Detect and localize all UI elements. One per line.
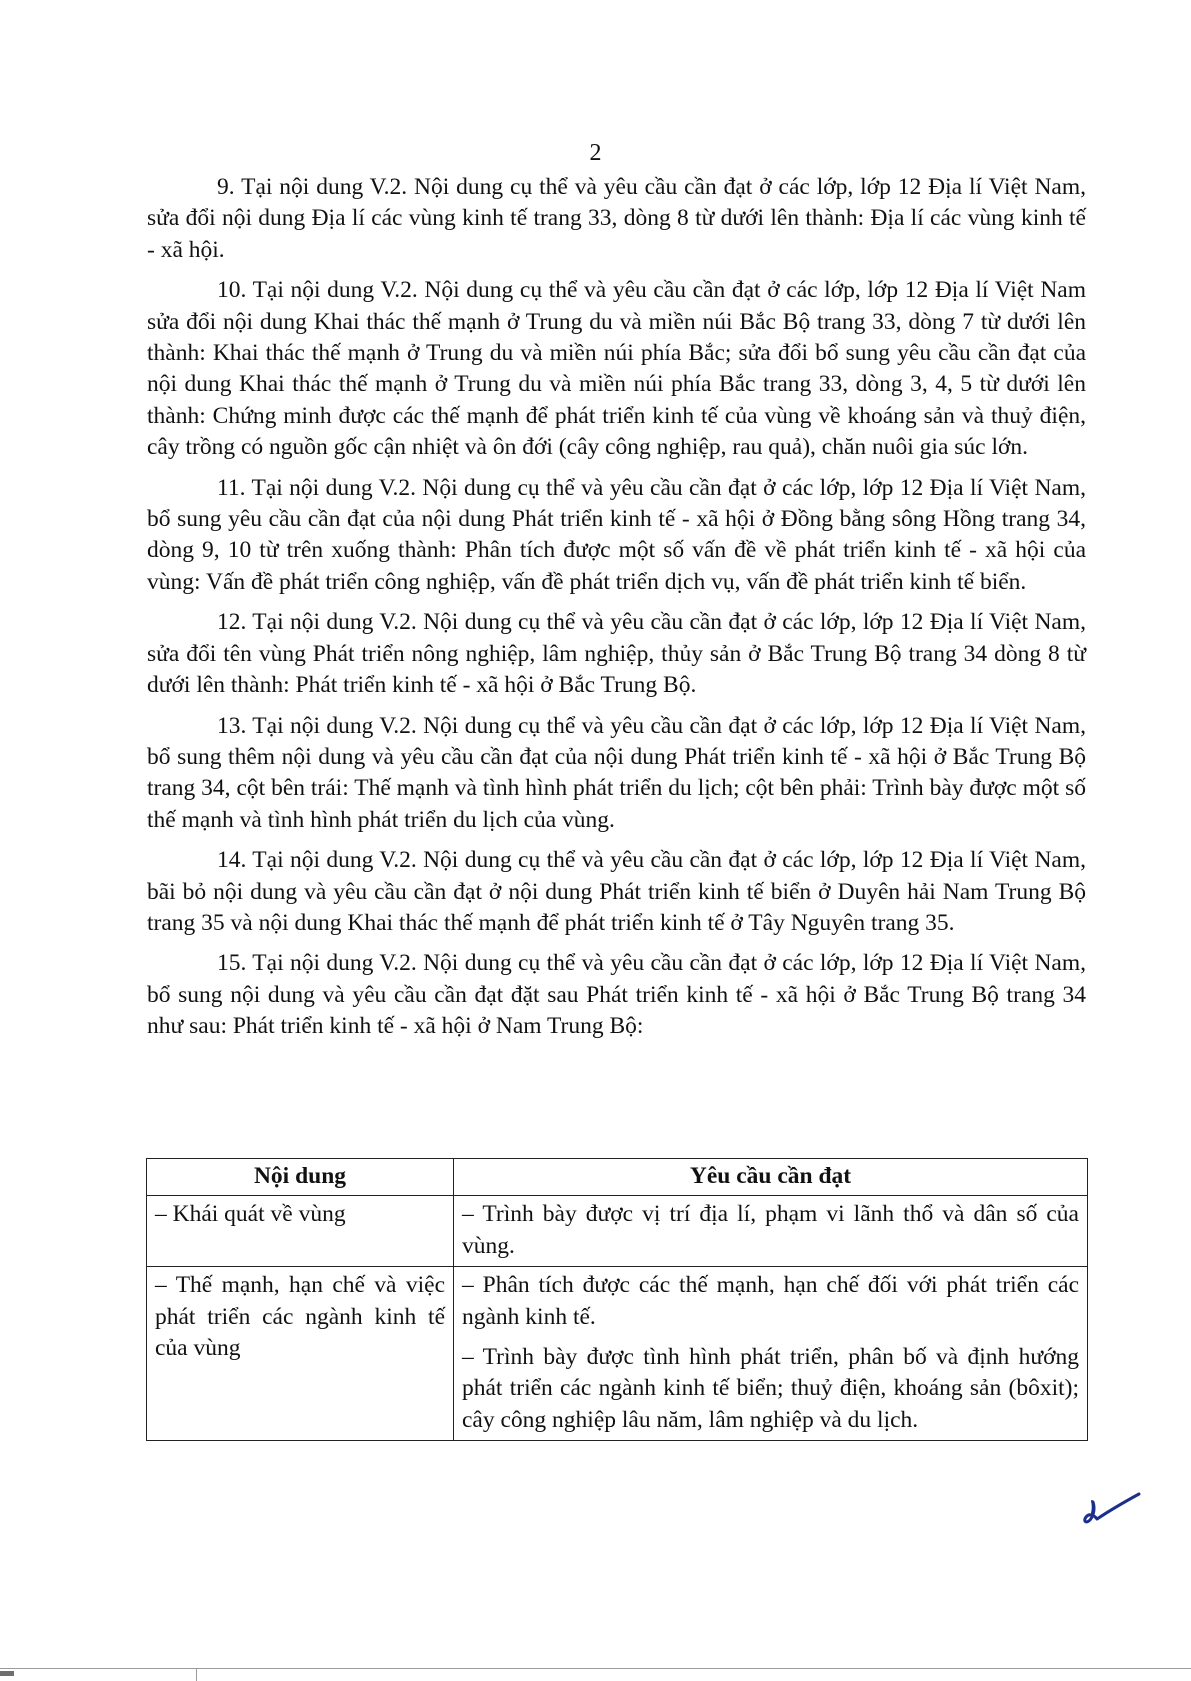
table-header-row	[147, 1159, 1088, 1196]
paragraph-10: 10. Tại nội dung V.2. Nội dung cụ thể và yêu cầu cần đạt ở các lớp, lớp 12 Địa lí Việt Nam sửa đổi nội dung Khai thác thế mạnh ở Trung du và miền núi Bắc Bộ trang 33, dòng 7 từ dưới lên thành: Khai thác thế mạnh ở Trung du và miền núi phía Bắc; sửa đổi bổ sung yêu cầu cần đạt của nội dung Khai thác thế mạnh ở Trung du và miền núi phía Bắc trang 33, dòng 3, 4, 5 từ dưới lên thành: Chứng minh được các thế mạnh để phát triển kinh tế của vùng về khoáng sản và thuỷ điện, cây trồng có nguồn gốc cận nhiệt và ôn đới (cây công nghiệp, rau quả), chăn nuôi gia súc lớn.	[147, 277, 1086, 461]
paragraph-15: 15. Tại nội dung V.2. Nội dung cụ thể và yêu cầu cần đạt ở các lớp, lớp 12 Địa lí Việt Nam, bổ sung nội dung và yêu cầu cần đạt đặt sau Phát triển kinh tế - xã hội ở Bắc Trung Bộ trang 34 như sau: Phát triển kinh tế - xã hội ở Nam Trung Bộ:	[147, 950, 1086, 1040]
paragraph-12: 12. Tại nội dung V.2. Nội dung cụ thể và yêu cầu cần đạt ở các lớp, lớp 12 Địa lí Việt Nam, sửa đổi tên vùng Phát triển nông nghiệp, lâm nghiệp, thủy sản ở Bắc Trung Bộ trang 34 dòng 8 từ dưới lên thành: Phát triển kinh tế - xã hội ở Bắc Trung Bộ.	[147, 609, 1086, 699]
table-row	[147, 1196, 1088, 1267]
scan-corner-mark	[0, 1671, 14, 1676]
cell-text: – Phân tích được các thế mạnh, hạn chế đối với phát triển các ngành kinh tế.	[462, 1272, 1079, 1330]
paragraph-13: 13. Tại nội dung V.2. Nội dung cụ thể và yêu cầu cần đạt ở các lớp, lớp 12 Địa lí Việt Nam, bổ sung thêm nội dung và yêu cầu cần đạt của nội dung Phát triển kinh tế - xã hội ở Bắc Trung Bộ trang 34, cột bên trái: Thế mạnh và tình hình phát triển du lịch; cột bên phải: Trình bày được một số thế mạnh và tình hình phát triển du lịch của vùng.	[147, 712, 1086, 833]
page-number: 2	[589, 140, 602, 166]
paragraph-14: 14. Tại nội dung V.2. Nội dung cụ thể và yêu cầu cần đạt ở các lớp, lớp 12 Địa lí Việt Nam, bãi bỏ nội dung và yêu cầu cần đạt ở nội dung Phát triển kinh tế biển ở Duyên hải Nam Trung Bộ trang 35 và nội dung Khai thác thế mạnh để phát triển kinh tế ở Tây Nguyên trang 35.	[147, 847, 1086, 936]
requirements-table	[146, 1158, 1088, 1441]
cell-requirements	[454, 1267, 1088, 1441]
paragraph-11: 11. Tại nội dung V.2. Nội dung cụ thể và yêu cầu cần đạt ở các lớp, lớp 12 Địa lí Việt Nam, bổ sung yêu cầu cần đạt của nội dung Phát triển kinh tế - xã hội ở Đồng bằng sông Hồng trang 34, dòng 9, 10 từ trên xuống thành: Phân tích được một số vấn đề về phát triển kinh tế - xã hội của vùng: Vấn đề phát triển công nghiệp, vấn đề phát triển dịch vụ, vấn đề phát triển kinh tế biển.	[147, 474, 1086, 595]
cell-text: – Thế mạnh, hạn chế và việc phát triển các ngành kinh tế của vùng	[155, 1272, 445, 1362]
cell-content	[147, 1196, 454, 1267]
cell-text: – Khái quát về vùng	[155, 1201, 346, 1228]
table-row	[147, 1267, 1088, 1441]
scan-bottom-tick	[196, 1668, 197, 1681]
cell-requirements	[454, 1196, 1088, 1267]
header-requirements: Yêu cầu cần đạt	[454, 1159, 1088, 1196]
initial-signature	[1077, 1488, 1145, 1528]
paragraph-9: 9. Tại nội dung V.2. Nội dung cụ thể và yêu cầu cần đạt ở các lớp, lớp 12 Địa lí Việt Nam, sửa đổi nội dung Địa lí các vùng kinh tế trang 33, dòng 8 từ dưới lên thành: Địa lí các vùng kinh tế - xã hội.	[147, 174, 1086, 263]
cell-text: – Trình bày được tình hình phát triển, phân bố và định hướng phát triển các ngành kinh tế biển; thuỷ điện, khoáng sản (bôxit); cây công nghiệp lâu năm, lâm nghiệp và du lịch.	[462, 1344, 1079, 1433]
signature-stroke	[1092, 1501, 1093, 1513]
document-body	[147, 172, 1086, 1052]
cell-content	[147, 1267, 454, 1441]
cell-text: – Trình bày được vị trí địa lí, phạm vi lãnh thổ và dân số của vùng.	[462, 1201, 1079, 1259]
header-content: Nội dung	[147, 1159, 454, 1196]
requirements-table-wrapper	[146, 1158, 1087, 1441]
scan-bottom-edge	[0, 1668, 1191, 1669]
